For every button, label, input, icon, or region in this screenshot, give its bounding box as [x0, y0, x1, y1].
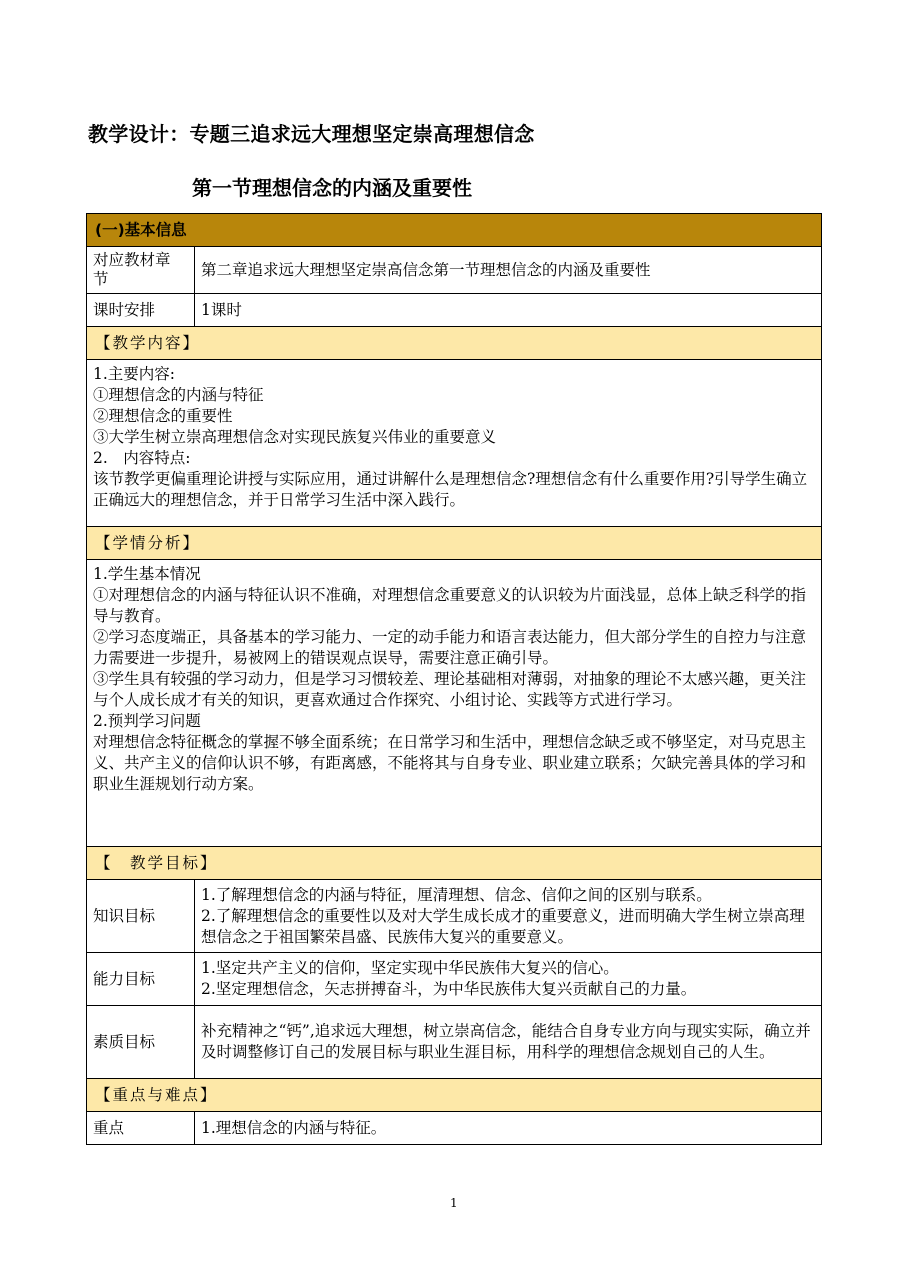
- quality-goal-label: 素质目标: [87, 1006, 195, 1079]
- knowledge-goal-line: 1.了解理想信念的内涵与特征，厘清理想、信念、信仰之间的区别与联系。: [201, 885, 712, 904]
- analysis-line: ②学习态度端正，具备基本的学习能力、一定的动手能力和语言表达能力，但大部分学生的自控力与注意力需要进一步提升，易被网上的错误观点误导，需要注意正确引导。: [93, 628, 807, 667]
- analysis-header-row: [87, 527, 822, 560]
- content-header: 【教学内容】: [87, 327, 822, 360]
- ability-goal-line: 1.坚定共产主义的信仰，坚定实现中华民族伟大复兴的信心。: [201, 959, 619, 977]
- content-line: ②理想信念的重要性: [93, 407, 233, 425]
- content-header-row: [87, 327, 822, 360]
- analysis-line: 2.预判学习问题: [93, 712, 201, 730]
- lesson-plan-table: [86, 213, 822, 1145]
- content-line: 2. 内容特点:: [93, 449, 191, 467]
- key-point-label: 重点: [87, 1112, 195, 1145]
- document-title: 教学设计：专题三追求远大理想坚定崇高理想信念: [88, 122, 535, 146]
- ability-goal-row: [87, 953, 822, 1006]
- content-row: [87, 360, 822, 527]
- analysis-line: ①对理想信念的内涵与特征认识不准确，对理想信念重要意义的认识较为片面浅显，总体上缺乏科学的指导与教育。: [93, 586, 807, 625]
- chapter-row: [87, 247, 822, 294]
- knowledge-goal-body: [195, 880, 822, 953]
- content-line: ①理想信念的内涵与特征: [93, 386, 264, 404]
- knowledge-goal-row: [87, 880, 822, 953]
- analysis-line: ③学生具有较强的学习动力，但是学习习惯较差、理论基础相对薄弱，对抽象的理论不太感兴趣，更关注与个人成长成才有关的知识，更喜欢通过合作探究、小组讨论、实践等方式进行学习。: [93, 670, 807, 709]
- content-line: 该节教学更偏重理论讲授与实际应用，通过讲解什么是理想信念?理想信念有什么重要作用?引导学生确立正确远大的理想信念，并于日常学习生活中深入践行。: [93, 470, 808, 509]
- section-subtitle: 第一节理想信念的内涵及重要性: [192, 176, 472, 200]
- hours-label: 课时安排: [87, 294, 195, 327]
- content-line: 1.主要内容:: [93, 365, 176, 383]
- analysis-header: 【学情分析】: [87, 527, 822, 560]
- ability-goal-label: 能力目标: [87, 953, 195, 1006]
- quality-goal-row: [87, 1006, 822, 1079]
- key-point-row: [87, 1112, 822, 1145]
- analysis-row: [87, 560, 822, 847]
- ability-goal-line: 2.坚定理想信念，矢志拼搏奋斗，为中华民族伟大复兴贡献自己的力量。: [201, 980, 697, 998]
- key-points-header: 【重点与难点】: [87, 1079, 822, 1112]
- goals-header: 【 教学目标】: [87, 847, 822, 880]
- ability-goal-body: [195, 953, 822, 1006]
- page-number: 1: [450, 1196, 458, 1210]
- goals-header-row: [87, 847, 822, 880]
- knowledge-goal-label: 知识目标: [87, 880, 195, 953]
- quality-goal-body: 补充精神之“钙”,追求远大理想，树立崇高信念，能结合自身专业方向与现实实际，确立并及时调整修订自己的发展目标与职业生涯目标，用科学的理想信念规划自己的人生。: [195, 1006, 822, 1079]
- content-line: ③大学生树立崇高理想信念对实现民族复兴伟业的重要意义: [93, 428, 497, 446]
- hours-row: [87, 294, 822, 327]
- key-points-header-row: [87, 1079, 822, 1112]
- basic-info-header-row: [87, 214, 822, 247]
- knowledge-goal-line: 2.了解理想信念的重要性以及对大学生成长成才的重要意义，进而明确大学生树立崇高理想信念之于祖国繁荣昌盛、民族伟大复兴的重要意义。: [201, 906, 805, 946]
- chapter-label: 对应教材章 节: [87, 247, 195, 294]
- content-body: [87, 360, 822, 527]
- analysis-body: [87, 560, 822, 847]
- analysis-line: 对理想信念特征概念的掌握不够全面系统；在日常学习和生活中，理想信念缺乏或不够坚定，对马克思主义、共产主义的信仰认识不够，有距离感，不能将其与自身专业、职业建立联系；欠缺完善具体的学习和职业生涯规划行动方案。: [93, 733, 807, 793]
- chapter-value: 第二章追求远大理想坚定崇高信念第一节理想信念的内涵及重要性: [195, 247, 822, 294]
- basic-info-header: (一)基本信息: [87, 214, 822, 247]
- key-point-value: 1.理想信念的内涵与特征。: [195, 1112, 822, 1145]
- hours-value: 1课时: [195, 294, 822, 327]
- analysis-line: 1.学生基本情况: [93, 565, 201, 583]
